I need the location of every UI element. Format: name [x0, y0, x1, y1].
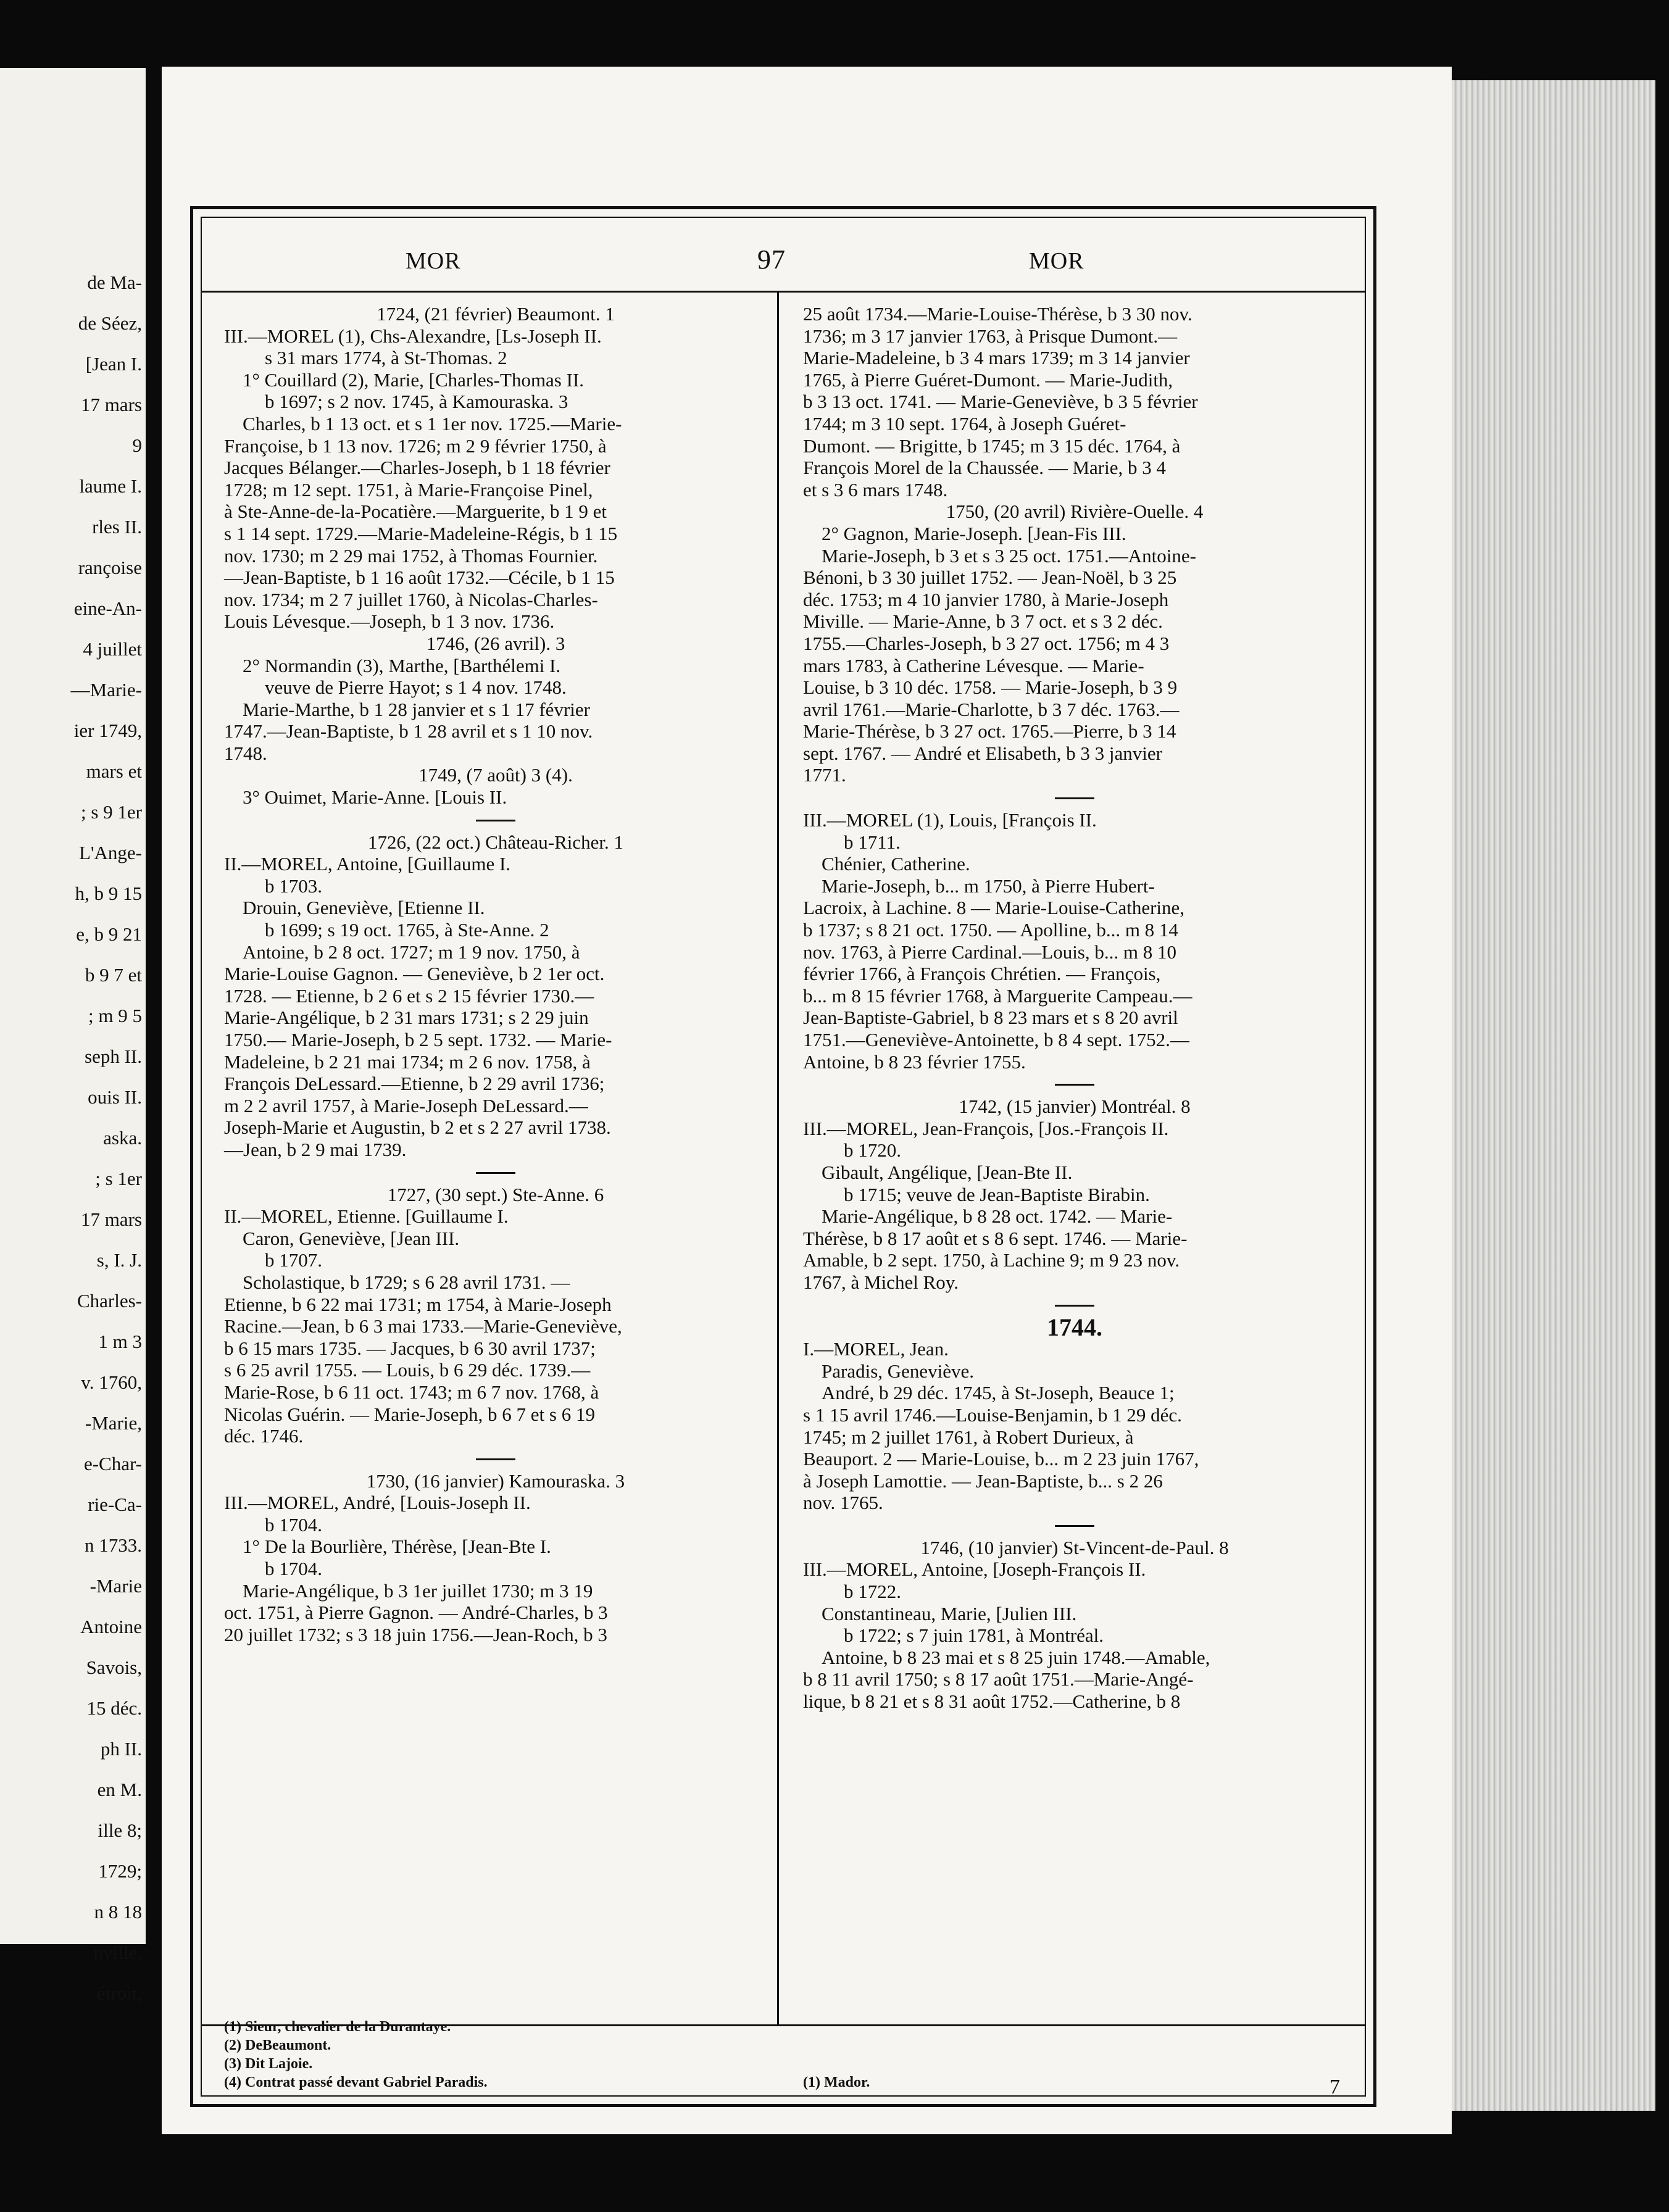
- facing-page-text: ier 1749,: [73, 720, 142, 741]
- entry-line: Amable, b 2 sept. 1750, à Lachine 9; m 9 23 nov.: [803, 1249, 1180, 1271]
- marriage-heading: 1750, (20 avril) Rivière-Ouelle. 4: [946, 501, 1204, 523]
- facing-page-text: aska.: [103, 1127, 142, 1149]
- facing-page-text: 1 m 3: [98, 1331, 142, 1352]
- facing-page-text: -Marie,: [85, 1412, 142, 1434]
- entry-line: à Ste-Anne-de-la-Pocatière.—Marguerite, b 1 9 et: [224, 501, 607, 523]
- facing-page-text: nville,: [93, 1942, 142, 1963]
- entry-line: 1747.—Jean-Baptiste, b 1 28 avril et s 1 10 nov.: [224, 720, 593, 742]
- facing-page-text: 9: [132, 434, 142, 456]
- facing-page-text: Savois,: [86, 1657, 142, 1678]
- entry-line: Jacques Bélanger.—Charles-Joseph, b 1 18 février: [224, 457, 610, 479]
- facing-page-text: b 9 7 et: [85, 964, 142, 986]
- left-column: [224, 303, 767, 1645]
- entry-line: 1728. — Etienne, b 2 6 et s 2 15 février 1730.—: [224, 984, 594, 1007]
- footnote: (4) Contrat passé devant Gabriel Paradis.: [224, 2074, 488, 2090]
- facing-page-text: L'Ange-: [79, 842, 142, 863]
- entry-line: II.—MOREL, Antoine, [Guillaume I.: [224, 853, 511, 875]
- entry-line: b 6 15 mars 1735. — Jacques, b 6 30 avril 1737;: [224, 1337, 596, 1359]
- marriage-heading: 1727, (30 sept.) Ste-Anne. 6: [387, 1183, 604, 1205]
- entry-line: Antoine, b 2 8 oct. 1727; m 1 9 nov. 1750, à: [243, 941, 580, 963]
- footnote: (3) Dit Lajoie.: [224, 2056, 313, 2072]
- marriage-heading: 1749, (7 août) 3 (4).: [418, 764, 573, 786]
- marriage-heading: 1730, (16 janvier) Kamouraska. 3: [366, 1470, 625, 1492]
- facing-page-text: rie-Ca-: [88, 1494, 142, 1515]
- entry-line: s 1 14 sept. 1729.—Marie-Madeleine-Régis, b 1 15: [224, 522, 618, 544]
- entry-line: Jean-Baptiste-Gabriel, b 8 23 mars et s 8 20 avril: [803, 1007, 1178, 1029]
- facing-page-text: rançoise: [78, 557, 142, 578]
- entry-line: nov. 1763, à Pierre Cardinal.—Louis, b... m 8 10: [803, 941, 1176, 963]
- facing-page-text: Charles-: [77, 1290, 142, 1312]
- facing-page-text: rles II.: [92, 516, 142, 538]
- marriage-heading: 1724, (21 février) Beaumont. 1: [377, 303, 615, 325]
- facing-page-text: e-Char-: [83, 1453, 142, 1474]
- entry-line: 1748.: [224, 742, 267, 764]
- header-page-number: 97: [757, 244, 786, 275]
- entry-line: Etienne, b 6 22 mai 1731; m 1754, à Marie-Joseph: [224, 1293, 612, 1315]
- entry-line: André, b 29 déc. 1745, à St-Joseph, Beauce 1;: [822, 1382, 1175, 1404]
- entry-line: Chénier, Catherine.: [822, 853, 970, 875]
- facing-page-text: eine-An-: [73, 597, 142, 619]
- entry-line: —Jean, b 2 9 mai 1739.: [224, 1138, 407, 1160]
- entry-line: 1755.—Charles-Joseph, b 3 27 oct. 1756; m 4 3: [803, 632, 1170, 654]
- entry-line: Constantineau, Marie, [Julien III.: [822, 1602, 1077, 1624]
- entry-line: nov. 1734; m 2 7 juillet 1760, à Nicolas-Charles-: [224, 588, 598, 610]
- entry-line: Thérèse, b 8 17 août et s 8 6 sept. 1746. — Marie-: [803, 1227, 1188, 1249]
- entry-line: s 1 15 avril 1746.—Louise-Benjamin, b 1 29 déc.: [803, 1403, 1182, 1426]
- facing-page-text: n 8 18: [94, 1901, 142, 1923]
- facing-page-text: mars et: [86, 760, 142, 782]
- entry-line: Marie-Joseph, b... m 1750, à Pierre Hubert-: [822, 875, 1155, 897]
- entry-line: nov. 1730; m 2 29 mai 1752, à Thomas Fournier.: [224, 544, 598, 567]
- entry-line: déc. 1753; m 4 10 janvier 1780, à Marie-Joseph: [803, 588, 1169, 610]
- entry-line: 1767, à Michel Roy.: [803, 1271, 959, 1293]
- facing-page-text: 4 juillet: [83, 638, 142, 660]
- entry-line: b 8 11 avril 1750; s 8 17 août 1751.—Marie-Angé-: [803, 1668, 1194, 1690]
- entry-line: III.—MOREL, André, [Louis-Joseph II.: [224, 1492, 531, 1514]
- entry-line: 1771.: [803, 764, 846, 786]
- entry-line: 1751.—Geneviève-Antoinette, b 8 4 sept. 1752.—: [803, 1029, 1189, 1050]
- entry-line: 2° Gagnon, Marie-Joseph. [Jean-Fis III.: [822, 522, 1126, 544]
- facing-page-text: ; s 9 1er: [80, 801, 142, 823]
- page-frame: [190, 206, 1376, 2107]
- entry-line: 1765, à Pierre Guéret-Dumont. — Marie-Judith,: [803, 368, 1173, 391]
- facing-page-text: —Marie-: [70, 679, 142, 701]
- entry-line: III.—MOREL, Jean-François, [Jos.-François II.: [803, 1117, 1169, 1139]
- entry-line: III.—MOREL, Antoine, [Joseph-François II.: [803, 1558, 1146, 1581]
- entry-line: Bénoni, b 3 30 juillet 1752. — Jean-Noël, b 3 25: [803, 567, 1177, 589]
- entry-separator: [476, 1172, 515, 1174]
- entry-line: —Jean-Baptiste, b 1 16 août 1732.—Cécile, b 1 15: [224, 567, 615, 589]
- header-left: MOR: [406, 248, 461, 274]
- entry-line: 1° Couillard (2), Marie, [Charles-Thomas II.: [243, 368, 585, 391]
- marriage-heading: 1746, (10 janvier) St-Vincent-de-Paul. 8: [920, 1536, 1229, 1558]
- facing-page-fragment: [0, 68, 146, 2004]
- page: [162, 67, 1452, 2134]
- entry-line: Marie-Marthe, b 1 28 janvier et s 1 17 février: [243, 698, 590, 720]
- entry-line: Marie-Rose, b 6 11 oct. 1743; m 6 7 nov. 1768, à: [224, 1381, 599, 1403]
- entry-line: III.—MOREL (1), Louis, [François II.: [803, 809, 1097, 831]
- entry-line: François DeLessard.—Etienne, b 2 29 avril 1736;: [224, 1073, 605, 1095]
- entry-line: b 1704.: [265, 1558, 322, 1580]
- entry-line: b 1699; s 19 oct. 1765, à Ste-Anne. 2: [265, 919, 549, 941]
- entry-line: III.—MOREL (1), Chs-Alexandre, [Ls-Joseph II.: [224, 325, 602, 347]
- entry-line: Louise, b 3 10 déc. 1758. — Marie-Joseph, b 3 9: [803, 676, 1178, 699]
- entry-line: Charles, b 1 13 oct. et s 1 1er nov. 1725.—Marie-: [243, 412, 622, 434]
- footnote: (1) Sieur, chevalier de la Durantaye.: [224, 2019, 451, 2035]
- entry-line: nov. 1765.: [803, 1492, 883, 1514]
- entry-line: Françoise, b 1 13 nov. 1726; m 2 9 février 1750, à: [224, 434, 607, 457]
- facing-page-text: laume I.: [79, 475, 142, 497]
- marriage-heading: 1726, (22 oct.) Château-Richer. 1: [367, 831, 624, 853]
- left-footnotes: [224, 2018, 488, 2092]
- facing-page-text: en M.: [97, 1779, 142, 1800]
- entry-line: Antoine, b 8 23 février 1755.: [803, 1050, 1026, 1073]
- entry-line: b 1722; s 7 juin 1781, à Montréal.: [844, 1624, 1104, 1647]
- entry-line: Drouin, Geneviève, [Etienne II.: [243, 897, 485, 919]
- entry-line: s 31 mars 1774, à St-Thomas. 2: [265, 347, 507, 369]
- marriage-heading: 1744.: [1047, 1313, 1102, 1341]
- entry-line: 1745; m 2 juillet 1761, à Robert Durieux, à: [803, 1426, 1134, 1448]
- facing-page-text: v. 1760,: [81, 1371, 142, 1393]
- entry-line: b 3 13 oct. 1741. — Marie-Geneviève, b 3 5 février: [803, 391, 1198, 413]
- entry-line: et s 3 6 mars 1748.: [803, 478, 948, 501]
- entry-line: Antoine, b 8 23 mai et s 8 25 juin 1748.—Amable,: [822, 1646, 1210, 1668]
- entry-separator: [1055, 1084, 1094, 1086]
- facing-page-text: ph II.: [100, 1738, 142, 1760]
- entry-line: 1744; m 3 10 sept. 1764, à Joseph Guéret-: [803, 412, 1126, 434]
- footnote: (1) Mador.: [803, 2074, 870, 2090]
- entry-line: I.—MOREL, Jean.: [803, 1338, 949, 1360]
- column-divider: [777, 292, 779, 2026]
- entry-line: 25 août 1734.—Marie-Louise-Thérèse, b 3 30 nov.: [803, 303, 1192, 325]
- right-footnotes: [803, 2073, 870, 2092]
- facing-page-text: ouis II.: [88, 1086, 142, 1108]
- facing-page-text: 15 déc.: [86, 1697, 142, 1719]
- footnote: (2) DeBeaumont.: [224, 2037, 331, 2053]
- marriage-heading: 1746, (26 avril). 3: [426, 632, 565, 654]
- entry-line: II.—MOREL, Etienne. [Guillaume I.: [224, 1205, 509, 1228]
- facing-page-text: de Séez,: [78, 312, 142, 334]
- facing-page-text: ; s 1er: [95, 1168, 142, 1189]
- entry-line: Scholastique, b 1729; s 6 28 avril 1731. —: [243, 1271, 570, 1293]
- entry-line: b 1707.: [265, 1249, 322, 1271]
- entry-line: Marie-Angélique, b 8 28 oct. 1742. — Marie-: [822, 1205, 1173, 1228]
- signature-number: 7: [1330, 2076, 1340, 2098]
- header-right: MOR: [1029, 248, 1084, 274]
- entry-line: sept. 1767. — André et Elisabeth, b 3 3 janvier: [803, 742, 1162, 764]
- entry-line: s 6 25 avril 1755. — Louis, b 6 29 déc. 1739.—: [224, 1359, 591, 1381]
- entry-line: Nicolas Guérin. — Marie-Joseph, b 6 7 et s 6 19: [224, 1403, 595, 1425]
- entry-line: b 1704.: [265, 1513, 322, 1536]
- running-header: [202, 218, 1365, 293]
- entry-line: b 1737; s 8 21 oct. 1750. — Apolline, b... m 8 14: [803, 919, 1178, 941]
- entry-line: Marie-Angélique, b 2 31 mars 1731; s 2 29 juin: [224, 1007, 589, 1029]
- entry-line: Miville. — Marie-Anne, b 3 7 oct. et s 3 2 déc.: [803, 610, 1163, 633]
- entry-line: François Morel de la Chaussée. — Marie, b 3 4: [803, 457, 1167, 479]
- entry-line: Marie-Angélique, b 3 1er juillet 1730; m 3 19: [243, 1579, 593, 1602]
- entry-line: b 1722.: [844, 1581, 901, 1603]
- entry-line: mars 1783, à Catherine Lévesque. — Marie-: [803, 654, 1144, 676]
- entry-line: déc. 1746.: [224, 1425, 304, 1447]
- entry-line: Marie-Louise Gagnon. — Geneviève, b 2 1er oct.: [224, 963, 605, 985]
- facing-page-text: [Jean I.: [85, 353, 142, 375]
- entry-line: à Joseph Lamottie. — Jean-Baptiste, b... s 2 26: [803, 1470, 1163, 1492]
- facing-page-text: e, b 9 21: [76, 923, 142, 945]
- book-page-edges: [1452, 80, 1655, 2111]
- entry-line: b 1720.: [844, 1139, 901, 1162]
- entry-line: avril 1761.—Marie-Charlotte, b 3 7 déc. 1763.—: [803, 698, 1180, 720]
- entry-line: 2° Normandin (3), Marthe, [Barthélemi I.: [243, 654, 561, 676]
- entry-line: b 1697; s 2 nov. 1745, à Kamouraska. 3: [265, 391, 568, 413]
- entry-line: 3° Ouimet, Marie-Anne. [Louis II.: [243, 786, 507, 809]
- entry-line: 1736; m 3 17 janvier 1763, à Prisque Dumont.—: [803, 325, 1178, 347]
- entry-line: 1728; m 12 sept. 1751, à Marie-Françoise Pinel,: [224, 478, 593, 501]
- entry-line: Louis Lévesque.—Joseph, b 1 3 nov. 1736.: [224, 610, 555, 633]
- entry-line: Marie-Madeleine, b 3 4 mars 1739; m 3 14 janvier: [803, 347, 1190, 369]
- entry-line: février 1766, à François Chrétien. — François,: [803, 963, 1161, 985]
- entry-line: Marie-Joseph, b 3 et s 3 25 oct. 1751.—Antoine-: [822, 544, 1196, 567]
- entry-line: Madeleine, b 2 21 mai 1734; m 2 6 nov. 1758, à: [224, 1050, 591, 1073]
- entry-separator: [1055, 797, 1094, 799]
- facing-page-text: Antoine: [80, 1616, 142, 1637]
- facing-page-text: étroit,: [96, 1982, 142, 2004]
- entry-line: oct. 1751, à Pierre Gagnon. — André-Charles, b 3: [224, 1602, 608, 1624]
- facing-page-text: de Ma-: [87, 272, 142, 293]
- entry-line: b 1715; veuve de Jean-Baptiste Birabin.: [844, 1183, 1150, 1205]
- marriage-heading: 1742, (15 janvier) Montréal. 8: [959, 1096, 1191, 1118]
- facing-page-text: 17 mars: [80, 1208, 142, 1230]
- right-column: [803, 303, 1346, 1713]
- facing-page-text: ille 8;: [98, 1819, 142, 1841]
- entry-line: b 1711.: [844, 831, 901, 853]
- entry-line: Racine.—Jean, b 6 3 mai 1733.—Marie-Geneviève,: [224, 1315, 622, 1337]
- entry-line: Beauport. 2 — Marie-Louise, b... m 2 23 juin 1767,: [803, 1448, 1199, 1470]
- entry-line: Dumont. — Brigitte, b 1745; m 3 15 déc. 1764, à: [803, 434, 1181, 457]
- entry-line: 1750.— Marie-Joseph, b 2 5 sept. 1732. — Marie-: [224, 1029, 612, 1050]
- entry-separator: [476, 820, 515, 821]
- entry-line: m 2 2 avril 1757, à Marie-Joseph DeLessard.—: [224, 1094, 588, 1116]
- entry-separator: [1055, 1305, 1094, 1307]
- facing-page-text: h, b 9 15: [75, 883, 142, 904]
- entry-line: Caron, Geneviève, [Jean III.: [243, 1227, 460, 1249]
- facing-page-text: n 1733.: [85, 1534, 142, 1556]
- entry-line: Lacroix, à Lachine. 8 — Marie-Louise-Catherine,: [803, 897, 1185, 919]
- facing-page-text: ; m 9 5: [88, 1005, 142, 1026]
- entry-line: veuve de Pierre Hayot; s 1 4 nov. 1748.: [265, 676, 567, 699]
- entry-line: 1° De la Bourlière, Thérèse, [Jean-Bte I.: [243, 1536, 551, 1558]
- entry-line: lique, b 8 21 et s 8 31 août 1752.—Catherine, b 8: [803, 1690, 1181, 1713]
- entry-line: Marie-Thérèse, b 3 27 oct. 1765.—Pierre, b 3 14: [803, 720, 1176, 742]
- facing-page-text: -Marie: [89, 1575, 142, 1597]
- entry-line: Paradis, Geneviève.: [822, 1360, 975, 1382]
- entry-separator: [476, 1458, 515, 1460]
- entry-line: b... m 8 15 février 1768, à Marguerite Campeau.—: [803, 984, 1192, 1007]
- entry-line: 20 juillet 1732; s 3 18 juin 1756.—Jean-Roch, b 3: [224, 1623, 607, 1645]
- entry-line: Gibault, Angélique, [Jean-Bte II.: [822, 1161, 1073, 1183]
- entry-line: Joseph-Marie et Augustin, b 2 et s 2 27 avril 1738.: [224, 1116, 611, 1139]
- entry-separator: [1055, 1525, 1094, 1527]
- facing-page-text: s, I. J.: [96, 1249, 142, 1271]
- facing-page-text: 17 mars: [80, 394, 142, 415]
- facing-page-text: seph II.: [85, 1046, 142, 1067]
- entry-line: b 1703.: [265, 875, 322, 897]
- facing-page-text: 1729;: [98, 1860, 142, 1882]
